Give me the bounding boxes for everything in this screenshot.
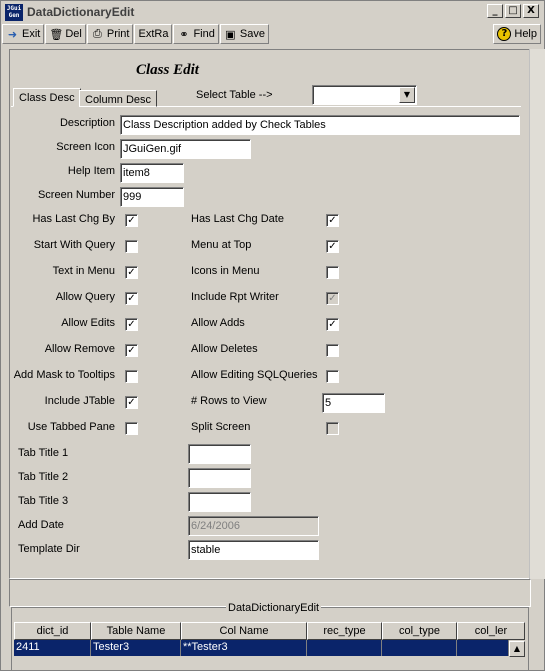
add-mask-to-tooltips-label: Add Mask to Tooltips [13, 369, 115, 381]
printer-icon: ⎙ [92, 27, 102, 40]
tab-title-3-field[interactable] [188, 492, 251, 512]
chevron-down-icon[interactable]: ▼ [399, 87, 415, 103]
app-logo-icon [5, 4, 23, 21]
form-vertical-scrollbar[interactable] [529, 49, 545, 579]
scroll-up-icon[interactable]: ▲ [509, 641, 525, 657]
description-label: Description [59, 117, 115, 129]
add-date-label: Add Date [18, 519, 64, 531]
find-label: Find [193, 28, 215, 40]
grid-group-title: DataDictionaryEdit [228, 602, 320, 614]
allow-remove-label: Allow Remove [44, 343, 115, 355]
allow-adds-label: Allow Adds [191, 317, 245, 329]
tab-title-1-field[interactable] [188, 444, 251, 464]
template-dir-field[interactable]: stable [188, 540, 319, 560]
template-dir-label: Template Dir [18, 543, 80, 555]
extra-button[interactable] [134, 24, 172, 44]
print-button[interactable] [87, 24, 134, 44]
select-table-label: Select Table --> [196, 89, 273, 101]
cell-dict-id: 2411 [14, 640, 91, 656]
tab-title-2-field[interactable] [188, 468, 251, 488]
screen-number-field[interactable]: 999 [120, 187, 184, 207]
page-title: Class Edit [136, 62, 199, 78]
tab-column-desc[interactable]: Column Desc [79, 90, 157, 107]
floppy-icon: ▣ [225, 27, 236, 41]
minimize-button[interactable]: _ [487, 4, 503, 18]
grid-header [14, 622, 525, 640]
has-last-chg-date-checkbox[interactable]: ✓ [326, 214, 339, 227]
tab-title-2-label: Tab Title 2 [18, 471, 69, 483]
exit-button[interactable] [2, 24, 44, 44]
help-icon: ? [497, 27, 511, 41]
menu-at-top-label: Menu at Top [191, 239, 252, 251]
help-item-field[interactable]: item8 [120, 163, 184, 183]
rows-to-view-field[interactable]: 5 [322, 393, 385, 413]
extra-label: ExtRa [138, 28, 169, 40]
screen-icon-field[interactable]: JGuiGen.gif [120, 139, 251, 159]
app-logo-text-top: JGui [6, 5, 22, 12]
use-tabbed-pane-label: Use Tabbed Pane [27, 421, 115, 433]
tab-title-3-label: Tab Title 3 [18, 495, 69, 507]
start-with-query-label: Start With Query [33, 239, 115, 251]
include-rpt-writer-label: Include Rpt Writer [191, 291, 279, 303]
allow-editing-sqlqueries-checkbox[interactable] [326, 370, 339, 383]
help-button[interactable] [493, 24, 541, 44]
title-bar[interactable] [2, 2, 543, 22]
allow-query-label: Allow Query [55, 291, 115, 303]
description-field[interactable]: Class Description added by Check Tables [120, 115, 520, 135]
start-with-query-checkbox[interactable] [125, 240, 138, 253]
cell-col-len [457, 640, 509, 656]
include-jtable-label: Include JTable [44, 395, 115, 407]
col-header-col-len[interactable]: col_ler [457, 622, 525, 640]
include-rpt-writer-checkbox[interactable]: ✓ [326, 292, 339, 305]
exit-icon: ➜ [7, 27, 18, 41]
rows-to-view-label: # Rows to View [191, 395, 267, 407]
cell-col-name: **Tester3 [181, 640, 307, 656]
toolbar [2, 23, 543, 45]
print-label: Print [106, 28, 130, 40]
table-row[interactable] [14, 640, 509, 656]
find-button[interactable] [173, 24, 218, 44]
use-tabbed-pane-checkbox[interactable] [125, 422, 138, 435]
has-last-chg-by-label: Has Last Chg By [32, 213, 115, 225]
has-last-chg-date-label: Has Last Chg Date [191, 213, 284, 225]
allow-remove-checkbox[interactable]: ✓ [125, 344, 138, 357]
app-logo-text-bottom: Gen [8, 12, 20, 19]
binoculars-icon: ⚭ [179, 27, 189, 41]
allow-query-checkbox[interactable]: ✓ [125, 292, 138, 305]
exit-label: Exit [22, 28, 41, 40]
save-button[interactable] [220, 24, 269, 44]
allow-deletes-checkbox[interactable] [326, 344, 339, 357]
add-date-field: 6/24/2006 [188, 516, 319, 536]
col-header-col-name[interactable]: Col Name [181, 622, 307, 640]
col-header-table-name[interactable]: Table Name [91, 622, 181, 640]
delete-label: Del [65, 28, 82, 40]
screen-icon-label: Screen Icon [56, 141, 115, 153]
text-in-menu-label: Text in Menu [52, 265, 115, 277]
col-header-dict-id[interactable]: dict_id [14, 622, 91, 640]
include-jtable-checkbox[interactable]: ✓ [125, 396, 138, 409]
add-mask-to-tooltips-checkbox[interactable] [125, 370, 138, 383]
allow-editing-sqlqueries-label: Allow Editing SQLQueries [191, 369, 318, 381]
tab-class-desc[interactable]: Class Desc [13, 88, 81, 107]
cell-rec-type [307, 640, 382, 656]
icons-in-menu-checkbox[interactable] [326, 266, 339, 279]
has-last-chg-by-checkbox[interactable]: ✓ [125, 214, 138, 227]
help-item-label: Help Item [67, 165, 115, 177]
allow-edits-checkbox[interactable]: ✓ [125, 318, 138, 331]
cell-col-type [382, 640, 457, 656]
allow-adds-checkbox[interactable]: ✓ [326, 318, 339, 331]
maximize-button[interactable]: □ [505, 4, 521, 18]
help-label: Help [514, 28, 537, 40]
delete-button[interactable] [45, 24, 86, 44]
split-screen-checkbox[interactable] [326, 422, 339, 435]
tab-title-1-label: Tab Title 1 [18, 447, 69, 459]
allow-edits-label: Allow Edits [61, 317, 115, 329]
screen-number-label: Screen Number [37, 189, 115, 201]
col-header-col-type[interactable]: col_type [382, 622, 457, 640]
allow-deletes-label: Allow Deletes [191, 343, 258, 355]
menu-at-top-checkbox[interactable]: ✓ [326, 240, 339, 253]
icons-in-menu-label: Icons in Menu [191, 265, 260, 277]
text-in-menu-checkbox[interactable]: ✓ [125, 266, 138, 279]
col-header-rec-type[interactable]: rec_type [307, 622, 382, 640]
cell-table-name: Tester3 [91, 640, 181, 656]
trash-icon: 🗑 [49, 27, 64, 41]
close-button[interactable]: X [523, 4, 539, 18]
split-screen-label: Split Screen [191, 421, 251, 433]
window-title: DataDictionaryEdit [27, 5, 135, 19]
save-label: Save [239, 28, 265, 40]
